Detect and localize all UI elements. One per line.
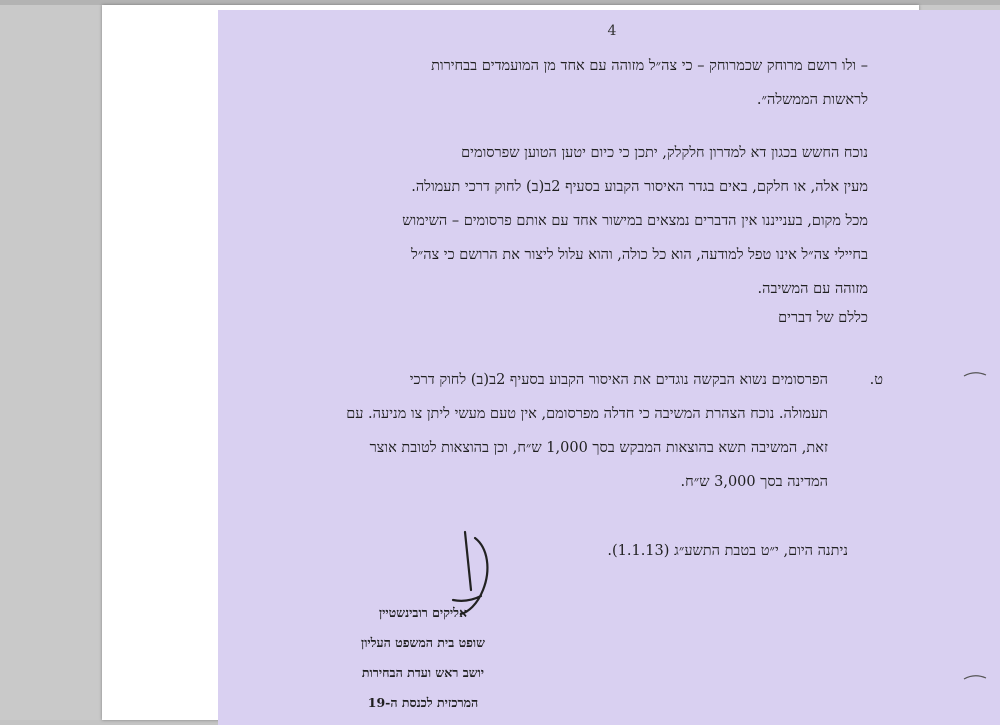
- page-frame: [102, 5, 919, 720]
- paragraph-line: נוכח החשש בכגון דא למדרון חלקלק, יתכן כי כיום יטען הטוען שפרסומים: [461, 145, 868, 161]
- signature-block: [338, 598, 508, 718]
- margin-tick-mark: [963, 370, 987, 380]
- section-marker: ט.: [869, 372, 883, 388]
- paragraph-line: – ולו רושם מרוחק שכמרוחק – כי צה״ל מזוהה עם אחד מן המועמדים בבחירות: [431, 58, 868, 74]
- paragraph-line: מעין אלה, או חלקם, באים בגדר האיסור הקבוע בסעיף 2ב(ב) לחוק דרכי תעמולה.: [411, 179, 868, 195]
- judge-name: אליקים רובינשטיין: [378, 605, 468, 620]
- paragraph-line: מכל מקום, בענייננו אין הדברים נמצאים במישור אחד עם אותם פרסומים – השימוש: [402, 213, 868, 229]
- margin-tick-mark: [963, 673, 987, 683]
- section-heading: כללם של דברים: [778, 310, 868, 326]
- paragraph-2: [343, 136, 868, 306]
- section-line: תעמולה. נוכח הצהרת המשיבה כי חדלה מפרסומם, אין טעם מעשי ליתן צו מניעה. עם: [346, 406, 828, 422]
- ruling-date: ניתנה היום, י״ט בטבת התשע״ג (1.1.13).: [607, 543, 848, 559]
- section-line: המדינה בסך 3,000 ש״ח.: [680, 474, 828, 490]
- paragraph-line: מזוהה עם המשיבה.: [757, 281, 868, 297]
- paragraph-line: לראשות הממשלה״.: [756, 92, 868, 108]
- judge-title: שופט בית המשפט העליון: [361, 635, 485, 650]
- section-body: [343, 363, 828, 499]
- section-tet: [343, 363, 883, 499]
- page-number: 4: [607, 23, 617, 39]
- paragraph-1: [343, 49, 868, 117]
- committee-title-cont: המרכזית לכנסת ה-19: [367, 695, 479, 710]
- paragraph-line: בחיילי צה״ל אינו טפל למודעה, הוא כל כולה, והוא עלול ליצור את הרושם כי צה״ל: [410, 247, 868, 263]
- document-page: [218, 10, 1000, 725]
- section-line: זאת, המשיבה תשא בהוצאות המבקש בסך 1,000 ש״ח, וכן בהוצאות לטובת אוצר: [369, 440, 828, 456]
- section-line: הפרסומים נשוא הבקשה נוגדים את האיסור הקבוע בסעיף 2ב(ב) לחוק דרכי: [409, 372, 828, 388]
- committee-title: יושב ראש ועדת הבחירות: [361, 665, 485, 680]
